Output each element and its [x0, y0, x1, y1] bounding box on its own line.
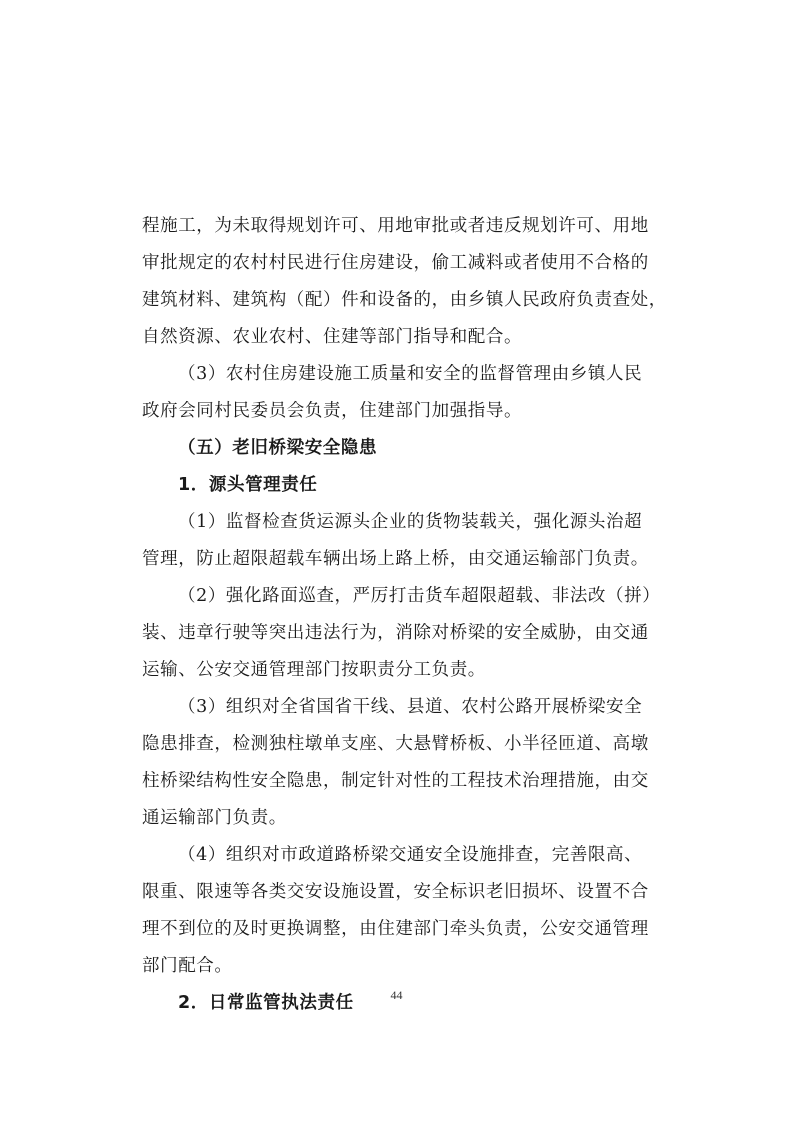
paragraph-line: 审批规定的农村村民进行住房建设，偷工减料或者使用不合格的 [142, 253, 649, 273]
page-number: 44 [390, 988, 403, 1002]
paragraph-line: 柱桥梁结构性安全隐患，制定针对性的工程技术治理措施，由交 [142, 771, 649, 791]
subsection-heading: 2．日常监管执法责任 [178, 993, 354, 1013]
paragraph-line: 通运输部门负责。 [142, 808, 287, 828]
paragraph-line: 运输、公安交通管理部门按职责分工负责。 [142, 660, 486, 680]
paragraph-line: 管理，防止超限超载车辆出场上路上桥，由交通运输部门负责。 [142, 549, 649, 569]
section-heading: （五）老旧桥梁安全隐患 [178, 438, 378, 458]
paragraph-line: 程施工，为未取得规划许可、用地审批或者违反规划许可、用地 [142, 216, 649, 236]
paragraph-line: 限重、限速等各类交安设施设置，安全标识老旧损坏、设置不合 [142, 882, 649, 902]
paragraph-line: 政府会同村民委员会负责，住建部门加强指导。 [142, 401, 523, 421]
paragraph-line: 理不到位的及时更换调整，由住建部门牵头负责，公安交通管理 [142, 919, 649, 939]
paragraph-line: 自然资源、农业农村、住建等部门指导和配合。 [142, 327, 523, 347]
paragraph-line: （3）农村住房建设施工质量和安全的监督管理由乡镇人民 [178, 364, 643, 384]
body-text [142, 208, 667, 1022]
paragraph-line: （3）组织对全省国省干线、县道、农村公路开展桥梁安全 [178, 697, 643, 717]
subsection-heading: 1．源头管理责任 [178, 475, 318, 495]
paragraph-line: 装、违章行驶等突出违法行为，消除对桥梁的安全威胁，由交通 [142, 623, 649, 643]
paragraph-line: （1）监督检查货运源头企业的货物装载关，强化源头治超 [178, 512, 643, 532]
paragraph-line: （4）组织对市政道路桥梁交通安全设施排查，完善限高、 [178, 845, 643, 865]
paragraph-line: 隐患排查，检测独柱墩单支座、大悬臂桥板、小半径匝道、高墩 [142, 734, 649, 754]
paragraph-line: 建筑材料、建筑构（配）件和设备的，由乡镇人民政府负责查处， [142, 290, 667, 310]
paragraph-line: 部门配合。 [142, 956, 233, 976]
paragraph-line: （2）强化路面巡查，严厉打击货车超限超载、非法改（拼） [178, 586, 661, 606]
